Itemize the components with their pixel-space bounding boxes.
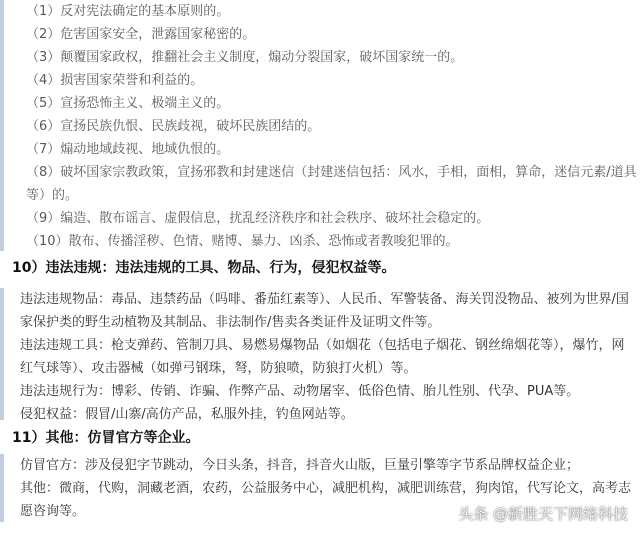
- list-item: （6）宣扬民族仇恨、民族歧视，破坏民族团结的。: [26, 119, 321, 134]
- paragraph-line: 红气球等）、攻击器械（如弹弓钢珠，弩，防狼喷，防狼打火机）等。: [20, 361, 417, 376]
- list-item: （3）颠覆国家政权，推翻社会主义制度，煽动分裂国家，破坏国家统一的。: [26, 50, 464, 65]
- section-10-body: [0, 288, 640, 420]
- list-item-continuation: 等）的。: [26, 188, 79, 203]
- paragraph-line: 家保护类的野生动植物及其制品、非法制作/售卖各类证件及证明文件等。: [20, 315, 441, 330]
- list-item: （9）编造、散布谣言、虚假信息，扰乱经济秩序和社会秩序、破坏社会稳定的。: [26, 211, 490, 226]
- paragraph-line: 其他：微商，代购，洞藏老酒，农药，公益服务中心，减肥机构，减肥训练营，狗肉馆，代写论文，高考志: [20, 481, 632, 496]
- list-item: （1）反对宪法确定的基本原则的。: [26, 4, 230, 19]
- list-item: （4）损害国家荣誉和利益的。: [26, 73, 204, 88]
- paragraph-line: 违法违规物品：毒品、违禁药品（吗啡、番茄红素等）、人民币、军警装备、海关罚没物品、被列为世界/国: [20, 292, 629, 307]
- list-item: （8）破坏国家宗教政策，宣扬邪教和封建迷信（封建迷信包括：风水，手相，面相，算命，迷信元素/道具: [26, 165, 637, 180]
- paragraph-line: 侵犯权益：假冒/山寨/高仿产品，私服外挂，钓鱼网站等。: [20, 407, 354, 422]
- list-item: （2）危害国家安全，泄露国家秘密的。: [26, 27, 256, 42]
- paragraph-line: 愿咨询等。: [20, 504, 86, 519]
- section-11-heading: 11）其他：仿冒官方等企业。: [12, 430, 200, 446]
- watermark: 头条 @新胜天下网络科技: [458, 505, 628, 523]
- paragraph-line: 仿冒官方：涉及侵犯字节跳动，今日头条，抖音，抖音火山版，巨量引擎等字节系品牌权益企业；: [20, 458, 580, 473]
- prohibited-content-list: [0, 0, 640, 251]
- list-item: （5）宣扬恐怖主义、极端主义的。: [26, 96, 230, 111]
- section-10-heading: 10）违法违规：违法违规的工具、物品、行为，侵犯权益等。: [12, 260, 396, 276]
- list-item: （7）煽动地域歧视、地域仇恨的。: [26, 142, 230, 157]
- paragraph-line: 违法违规工具：枪支弹药、管制刀具、易燃易爆物品（如烟花（包括电子烟花、钢丝绵烟花等），爆竹，网: [20, 338, 625, 353]
- list-item: （10）散布、传播淫秽、色情、赌博、暴力、凶杀、恐怖或者教唆犯罪的。: [26, 234, 459, 249]
- paragraph-line: 违法违规行为：博彩、传销、诈骗、作弊产品、动物屠宰、低俗色情、胎儿性别、代孕、PUA等。: [20, 384, 580, 399]
